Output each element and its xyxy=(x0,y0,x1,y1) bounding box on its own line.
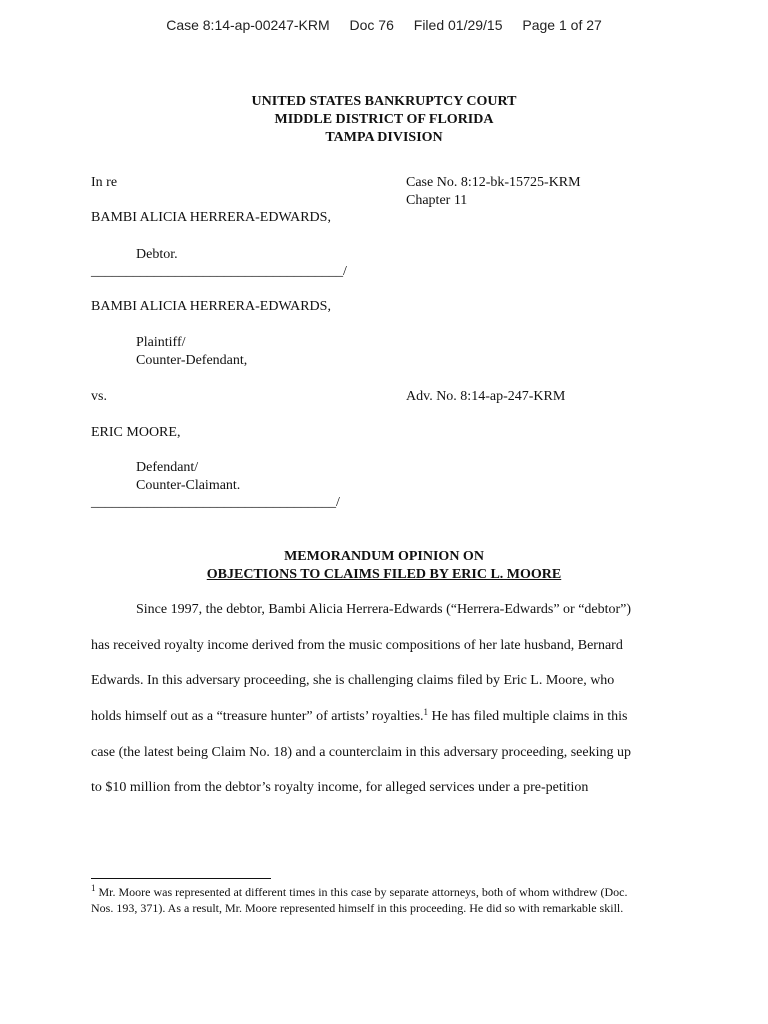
adversary-number: Adv. No. 8:14-ap-247-KRM xyxy=(406,389,566,404)
court-division: TAMPA DIVISION xyxy=(325,130,443,145)
footnote-divider xyxy=(91,878,271,879)
caption-defendant-role: Defendant/ xyxy=(136,460,199,475)
body-text: He has filed multiple claims in this xyxy=(428,709,628,724)
body-line-with-footnote xyxy=(91,709,628,725)
stamp-filed-date: Filed 01/29/15 xyxy=(413,17,503,33)
footnote-line xyxy=(91,885,627,900)
caption-defendant-name: ERIC MOORE, xyxy=(91,425,181,440)
court-district: MIDDLE DISTRICT OF FLORIDA xyxy=(274,112,494,127)
caption-separator-rule-2: ___________________________________/ xyxy=(91,495,340,510)
stamp-case-number: Case 8:14-ap-00247-KRM xyxy=(166,17,330,33)
opinion-subtitle-wrap xyxy=(0,566,768,584)
footnote-number: 1 xyxy=(91,883,96,893)
caption-plaintiff-role-2: Counter-Defendant, xyxy=(136,353,248,368)
chapter-number: Chapter 11 xyxy=(406,193,468,208)
caption-defendant-role-2: Counter-Claimant. xyxy=(136,478,241,493)
court-filing-stamp xyxy=(0,17,768,33)
caption-vs: vs. xyxy=(91,389,107,404)
footnote-text: Mr. Moore was represented at different times in this case by separate attorneys, both of whom withdrew (Doc. xyxy=(95,885,628,899)
case-number: Case No. 8:12-bk-15725-KRM xyxy=(406,175,581,190)
body-line: Edwards. In this adversary proceeding, she is challenging claims filed by Eric L. Moore, who xyxy=(91,673,615,688)
caption-debtor-role: Debtor. xyxy=(136,247,178,262)
body-line: to $10 million from the debtor’s royalty income, for alleged services under a pre-petition xyxy=(91,780,589,795)
caption-separator-rule: ____________________________________/ xyxy=(91,264,347,279)
body-line: has received royalty income derived from the music compositions of her late husband, Bernard xyxy=(91,638,623,653)
body-line: case (the latest being Claim No. 18) and a counterclaim in this adversary proceeding, seeking up xyxy=(91,745,631,760)
caption-debtor-name: BAMBI ALICIA HERRERA-EDWARDS, xyxy=(91,210,331,225)
body-text: holds himself out as a “treasure hunter” of artists’ royalties. xyxy=(91,709,424,724)
caption-plaintiff-role: Plaintiff/ xyxy=(136,335,186,350)
opinion-subtitle: OBJECTIONS TO CLAIMS FILED BY ERIC L. MOORE xyxy=(206,567,562,582)
body-line: Since 1997, the debtor, Bambi Alicia Herrera-Edwards (“Herrera-Edwards” or “debtor”) xyxy=(136,602,632,617)
stamp-doc-number: Doc 76 xyxy=(349,17,394,33)
footnote-reference: 1 xyxy=(423,707,429,717)
caption-plaintiff-name: BAMBI ALICIA HERRERA-EDWARDS, xyxy=(91,299,331,314)
stamp-page-count: Page 1 of 27 xyxy=(522,17,602,33)
footnote-line-2: Nos. 193, 371). As a result, Mr. Moore represented himself in this proceeding. He did so with remarkable skill. xyxy=(91,901,624,915)
caption-in-re: In re xyxy=(91,175,118,190)
court-name: UNITED STATES BANKRUPTCY COURT xyxy=(251,94,517,109)
opinion-title: MEMORANDUM OPINION ON xyxy=(284,549,484,564)
